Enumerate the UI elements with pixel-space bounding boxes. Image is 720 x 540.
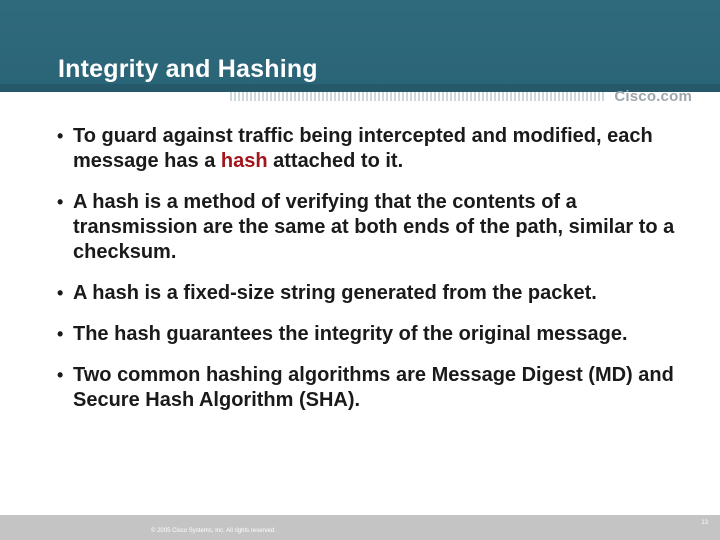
bullet-text-after: attached to it.: [267, 150, 404, 172]
brand-text: Cisco.com: [614, 88, 692, 105]
slide-title: Integrity and Hashing: [58, 55, 318, 83]
footer-bar: [0, 515, 720, 540]
header-stripe: [230, 92, 605, 101]
bullet-list: [57, 124, 677, 429]
copyright-text: © 2005 Cisco Systems, Inc. All rights reserved.: [151, 528, 276, 534]
bullet-item: [57, 124, 677, 174]
bullet-text-before: To guard against traffic being intercepted and modified, each message has a: [73, 125, 653, 172]
bullet-text: A hash is a fixed-size string generated from the packet.: [73, 282, 597, 304]
bullet-text: Two common hashing algorithms are Message Digest (MD) and Secure Hash Algorithm (SHA).: [73, 364, 674, 411]
bullet-item: [57, 363, 677, 413]
bullet-text: The hash guarantees the integrity of the original message.: [73, 323, 628, 345]
bullet-item: [57, 281, 677, 306]
bullet-item: [57, 190, 677, 265]
bullet-text: A hash is a method of verifying that the contents of a transmission are the same at both ends of the path, similar to a checksum.: [73, 191, 675, 263]
page-number: 13: [701, 520, 708, 526]
bullet-item: [57, 322, 677, 347]
highlighted-term: hash: [220, 150, 268, 172]
